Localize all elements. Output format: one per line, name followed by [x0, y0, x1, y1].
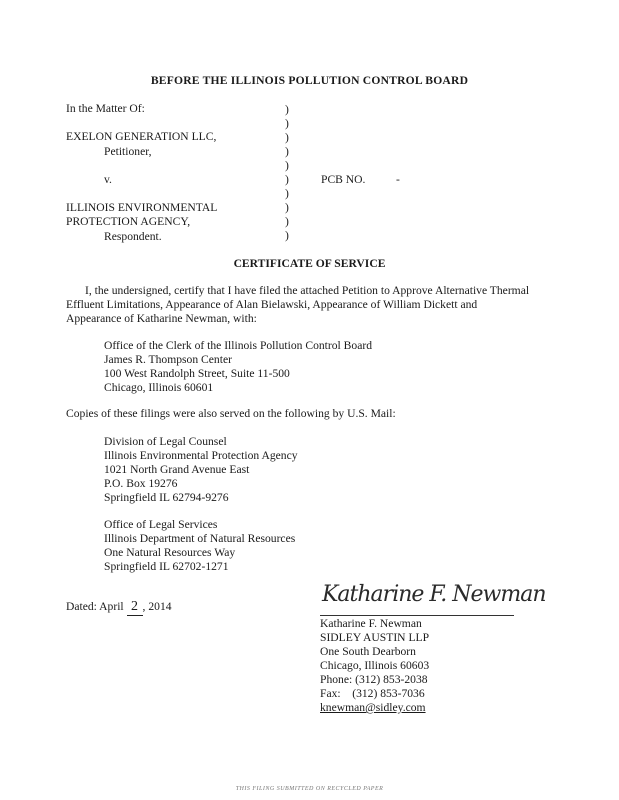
- certificate-intro-line: Appearance of Katharine Newman, with:: [66, 312, 257, 325]
- date-day-handwritten: 2: [127, 600, 143, 616]
- address-line: Springfield IL 62702-1271: [104, 560, 229, 573]
- address-line: One Natural Resources Way: [104, 546, 236, 559]
- firm-name: SIDLEY AUSTIN LLP: [320, 631, 430, 644]
- address-line: Office of Legal Services: [104, 518, 218, 531]
- fax-line: Fax: (312) 853-7036: [320, 687, 425, 700]
- versus-label: v.: [104, 173, 112, 186]
- copies-served-line: Copies of these filings were also served on the following by U.S. Mail:: [66, 407, 396, 420]
- firm-address-line: One South Dearborn: [320, 645, 416, 658]
- page-title: BEFORE THE ILLINOIS POLLUTION CONTROL BOARD: [150, 74, 469, 87]
- date-line: [66, 600, 172, 616]
- respondent-role: Respondent.: [104, 230, 162, 243]
- certificate-intro-line: Effluent Limitations, Appearance of Alan Bielawski, Appearance of William Dickett and: [66, 298, 478, 311]
- respondent-name-line2: PROTECTION AGENCY,: [66, 215, 191, 228]
- address-line: Chicago, Illinois 60601: [104, 381, 214, 394]
- handwritten-signature: Katharine F. Newman: [322, 582, 546, 607]
- address-line: Division of Legal Counsel: [104, 435, 227, 448]
- caption-paren: ): [285, 187, 289, 200]
- address-line: 100 West Randolph Street, Suite 11-500: [104, 367, 290, 380]
- address-line: Illinois Environmental Protection Agency: [104, 449, 298, 462]
- signature-line: [320, 615, 514, 616]
- date-suffix: , 2014: [142, 600, 172, 613]
- phone-line: Phone: (312) 853-2038: [320, 673, 428, 686]
- petitioner-role: Petitioner,: [104, 145, 152, 158]
- address-line: Springfield IL 62794-9276: [104, 491, 229, 504]
- address-line: P.O. Box 19276: [104, 477, 178, 490]
- date-prefix: Dated: April: [66, 600, 124, 613]
- address-line: 1021 North Grand Avenue East: [104, 463, 250, 476]
- pcb-number-label: PCB NO.: [321, 173, 366, 186]
- caption-paren: ): [285, 117, 289, 130]
- caption-paren: ): [285, 201, 289, 214]
- firm-address-line: Chicago, Illinois 60603: [320, 659, 430, 672]
- footer-note: THIS FILING SUBMITTED ON RECYCLED PAPER: [235, 786, 384, 792]
- pcb-number-dash: -: [396, 173, 400, 186]
- address-line: Illinois Department of Natural Resources: [104, 532, 296, 545]
- certificate-intro-line: I, the undersigned, certify that I have filed the attached Petition to Approve Alternative Thermal: [85, 284, 530, 297]
- caption-paren: ): [285, 173, 289, 186]
- caption-paren: ): [285, 229, 289, 242]
- in-the-matter-label: In the Matter Of:: [66, 102, 145, 115]
- certificate-heading: CERTIFICATE OF SERVICE: [233, 257, 386, 270]
- respondent-name-line1: ILLINOIS ENVIRONMENTAL: [66, 201, 218, 214]
- caption-paren: ): [285, 145, 289, 158]
- caption-paren: ): [285, 103, 289, 116]
- caption-paren: ): [285, 131, 289, 144]
- caption-paren: ): [285, 159, 289, 172]
- email-link[interactable]: knewman@sidley.com: [320, 701, 426, 714]
- caption-paren: ): [285, 215, 289, 228]
- address-line: James R. Thompson Center: [104, 353, 232, 366]
- petitioner-name: EXELON GENERATION LLC,: [66, 130, 217, 143]
- signer-name: Katharine F. Newman: [320, 617, 422, 630]
- address-line: Office of the Clerk of the Illinois Pollution Control Board: [104, 339, 373, 352]
